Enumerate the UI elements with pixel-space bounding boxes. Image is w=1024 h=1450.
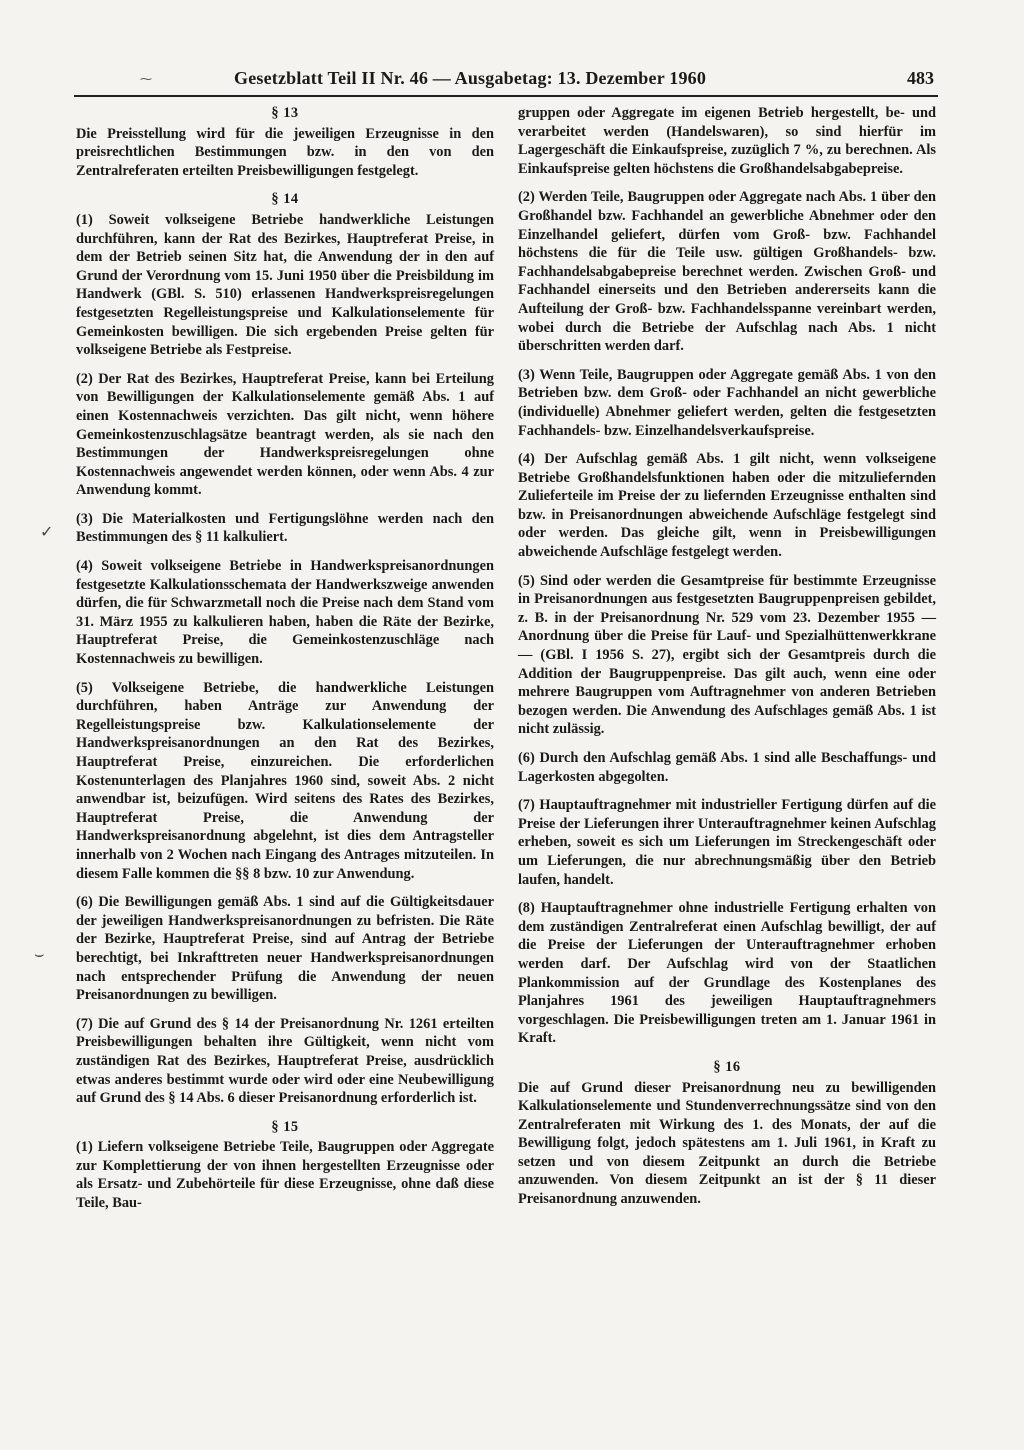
paragraph: Die auf Grund dieser Preisanordnung neu zu bewilligenden Kalkulationselemente und Stundenverrechnungssätze sind von den Zentralreferaten mit Wirkung des 1. des Monats, der auf die Bewilligung folgt, jedoch spätestens am 1. Juli 1961, in Kraft zu setzen und von diesem Zeitpunkt an durch die Betriebe anzuwenden. Von diesem Zeitpunkt an ist der § 11 dieser Preisanordnung anzuwenden. — [518, 1079, 936, 1208]
section-heading-15: § 15 — [271, 1118, 299, 1135]
page-number: 483 — [907, 68, 934, 88]
page-header — [74, 66, 938, 96]
margin-squiggle-icon: ⌣ — [34, 944, 45, 963]
section-heading-16: § 16 — [713, 1058, 741, 1075]
paragraph: (3) Die Materialkosten und Fertigungslöhne werden nach den Bestimmungen des § 11 kalkuliert. — [76, 510, 494, 546]
paragraph: (2) Der Rat des Bezirkes, Hauptreferat Preise, kann bei Erteilung von Bewilligungen der Kalkulationselemente gemäß Abs. 1 auf einen Kostennachweis verzichten. Das gilt nicht, wenn höhere Gemeinkostenzuschlagsätze beantragt werden, als sie nach den Bestimmungen der Handwerkspreisregelungen ohne Kostennachweis angewendet werden können, oder wenn Abs. 4 zur Anwendung kommt. — [76, 370, 494, 499]
paragraph: (8) Hauptauftragnehmer ohne industrielle Fertigung erhalten von dem zuständigen Zentralreferat einen Aufschlag bewilligt, der auf die Preise der Lieferungen der Unterauftragnehmer erhoben werden darf. Der Aufschlag wird von der Staatlichen Plankommission auf der Grundlage des Kostenplanes des Planjahres 1961 des jeweiligen Hauptauftragnehmers vorgeschlagen. Die Preisbewilligungen treten am 1. Januar 1961 in Kraft. — [518, 900, 936, 1047]
section-heading-13: § 13 — [271, 105, 299, 121]
paragraph: (5) Volkseigene Betriebe, die handwerkliche Leistungen durchführen, haben Anträge zur Anwendung der Regelleistungspreise bzw. Kalkulationselemente der Handwerkspreisanordnungen an den Rat des Bezirkes, Hauptreferat Preise, einzureichen. Die erforderlichen Kostenunterlagen des Planjahres 1960 sind, soweit Abs. 2 nicht anwendbar ist, beizufügen. Wird seitens des Rates des Bezirkes, Hauptreferat Preise, die Anwendung der Handwerkspreisanordnung abgelehnt, ist dies dem Antragsteller innerhalb von 2 Wochen nach Eingang des Antrages mitzuteilen. In diesem Falle kommen die §§ 8 bzw. 10 zur Anwendung. — [76, 679, 494, 882]
paragraph: (2) Werden Teile, Baugruppen oder Aggregate nach Abs. 1 über den Großhandel bzw. Fachhandel an gewerbliche Abnehmer oder den Einzelhandel geliefert, dürfen vom Groß- bzw. Fachhandel höchstens die für die Teile usw. gültigen Großhandels- bzw. Fachhandelsabgabepreise berechnet werden. Zwischen Groß- und Fachhandel einerseits und den Betrieben andererseits kann die Aufteilung der Groß- bzw. Fachhandelsspanne vereinbart werden, wobei durch die Betriebe der Aufschlag nach Abs. 1 nicht überschritten werden darf. — [518, 189, 936, 355]
header-divider — [74, 95, 938, 97]
left-column — [76, 104, 494, 1219]
paragraph: (1) Soweit volkseigene Betriebe handwerkliche Leistungen durchführen, kann der Rat des Bezirkes, Hauptreferat Preise, in dem der Betrieb seinen Sitz hat, die Anwendung der in den auf Grund der Verordnung vom 15. Juni 1950 über die Preisbildung im Handwerk (GBl. S. 510) erlassenen Handwerkspreisregelungen festgesetzten Regelleistungspreise und Kalkulationselemente für Gemeinkosten bewilligen. Die sich ergebenden Preise gelten für volkseigene Betriebe als Festpreise. — [76, 211, 494, 359]
paragraph: (7) Die auf Grund des § 14 der Preisanordnung Nr. 1261 erteilten Preisbewilligungen behalten ihre Gültigkeit, wenn nicht vom zuständigen Rat des Bezirkes, Hauptreferat Preise, ausdrücklich etwas anderes bestimmt wurde oder wird oder eine Neubewilligung auf Grund des § 14 Abs. 6 dieser Preisanordnung erforderlich ist. — [76, 1015, 494, 1107]
paragraph: Die Preisstellung wird für die jeweiligen Erzeugnisse in den preisrechtlichen Bestimmungen bzw. in den von den Zentralreferaten erteilten Preisbewilligungen festgelegt. — [76, 125, 494, 179]
paragraph: (3) Wenn Teile, Baugruppen oder Aggregate gemäß Abs. 1 von den Betrieben bzw. dem Groß- oder Fachhandel an nicht gewerbliche (individuelle) Abnehmer geliefert werden, gelten die festgesetzten Fachhandels- bzw. Einzelhandelsverkaufspreise. — [518, 366, 936, 439]
margin-check-icon: ✓ — [40, 522, 54, 541]
paragraph: (7) Hauptauftragnehmer mit industrieller Fertigung dürfen auf die Preise der Lieferungen ihrer Unterauftragnehmer keinen Aufschlag erheben, soweit es sich um Lieferungen im Streckengeschäft oder um Lieferungen, die nur abrechnungsmäßig über den Betrieb laufen, handelt. — [518, 797, 936, 888]
section-heading-14: § 14 — [271, 191, 299, 208]
margin-mark-icon: ⁓ — [140, 72, 152, 86]
paragraph: (6) Durch den Aufschlag gemäß Abs. 1 sind alle Beschaffungs- und Lagerkosten abgegolten. — [518, 750, 936, 785]
paragraph: (1) Liefern volkseigene Betriebe Teile, Baugruppen oder Aggregate zur Komplettierung der von ihnen hergestellten Erzeugnisse oder als Ersatz- und Zubehörteile für diese Erzeugnisse, ohne daß diese Teile, Bau- — [76, 1139, 494, 1212]
paragraph: (4) Soweit volkseigene Betriebe in Handwerkspreisanordnungen festgesetzte Kalkulationsschemata der Handwerkszweige anwenden dürfen, die für Schwarzmetall noch die Preise nach dem Stand vom 31. März 1955 zu kalkulieren haben, haben die Räte der Bezirke, Hauptreferat Preise, die Gemeinkostenzuschläge nach Kostennachweis zu bewilligen. — [76, 558, 494, 668]
paragraph: gruppen oder Aggregate im eigenen Betrieb hergestellt, be- und verarbeitet werden (Handelswaren), so sind hierfür im Lagergeschäft die Einkaufspreise, zuzüglich 7 %, zu berechnen. Als Einkaufspreise gelten höchstens die Großhandelsabgabepreise. — [518, 105, 936, 177]
right-column — [518, 104, 936, 1215]
paragraph: (4) Der Aufschlag gemäß Abs. 1 gilt nicht, wenn volkseigene Betriebe Großhandelsfunktionen haben oder die mitzuliefernden Zulieferteile im Preise der zu liefernden Erzeugnisse enthalten sind bzw. in Preisanordnungen abweichende Aufschläge festgelegt sind oder werden. Das gleiche gilt, wenn in Preisbewilligungen abweichende Aufschläge festgelegt werden. — [518, 451, 936, 561]
paragraph: (5) Sind oder werden die Gesamtpreise für bestimmte Erzeugnisse in Preisanordnungen aus festgesetzten Baugruppenpreisen gebildet, z. B. in der Preisanordnung Nr. 529 vom 23. Dezember 1955 — Anordnung über die Preise für Lauf- und Spezialhüttenwerkkrane — (GBl. I 1956 S. 27), ergibt sich der Gesamtpreis durch die Addition der Baugruppenpreise. Das gilt auch, wenn eine oder mehrere Baugruppen vom Auftragnehmer von anderen Betrieben bezogen werden. Die Anwendung des Aufschlages gemäß Abs. 1 ist nicht zulässig. — [518, 572, 936, 738]
header-title: Gesetzblatt Teil II Nr. 46 — Ausgabetag: 13. Dezember 1960 — [234, 68, 707, 88]
paragraph: (6) Die Bewilligungen gemäß Abs. 1 sind auf die Gültigkeitsdauer der jeweiligen Handwerkspreisanordnungen zu befristen. Die Räte der Bezirke, Hauptreferat Preise, sind auf Antrag der Betriebe berechtigt, bei Inkrafttreten neuer Handwerkspreisanordnungen nach entsprechender Prüfung die Anwendung der neuen Preisanordnungen zu bewilligen. — [76, 894, 494, 1004]
